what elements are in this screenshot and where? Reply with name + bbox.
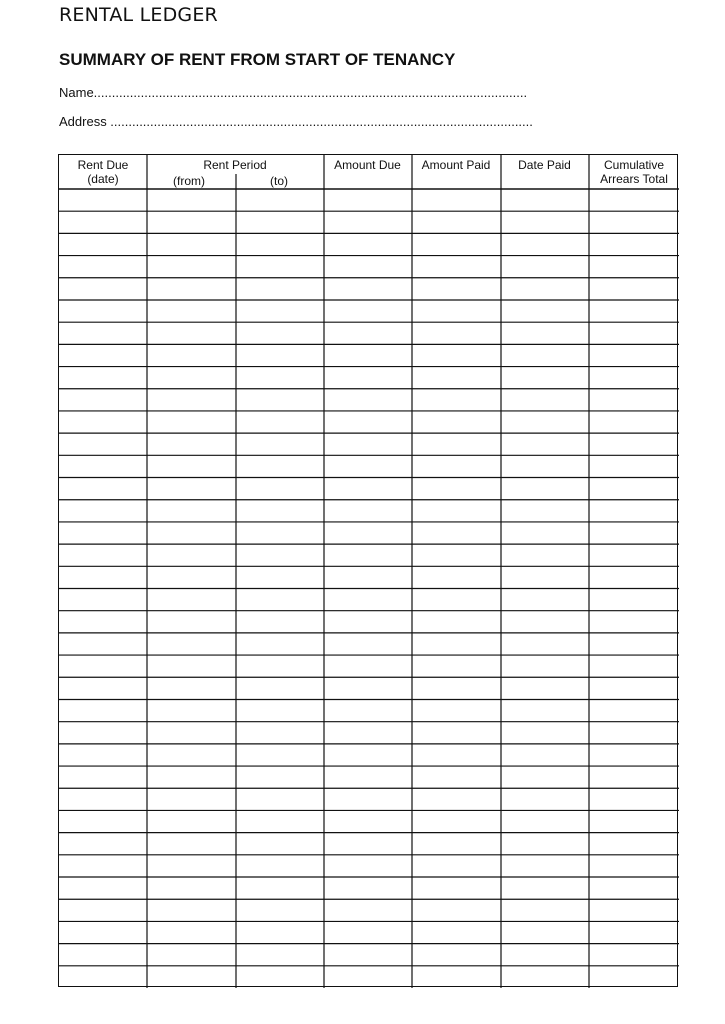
document-title: SUMMARY OF RENT FROM START OF TENANCY: [59, 50, 456, 69]
header-date-paid: Date Paid: [518, 158, 571, 172]
header-cumulative-arrears: [589, 158, 679, 186]
header-rent-period-to: (to): [270, 174, 288, 188]
header-rent-due: [59, 158, 147, 186]
header-arrears-total-label: Arrears Total: [600, 172, 668, 186]
header-cumulative-label: Cumulative: [603, 158, 665, 172]
header-amount-due: Amount Due: [334, 158, 401, 172]
document-heading: RENTAL LEDGER: [59, 4, 218, 26]
ledger-grid-lines: [59, 155, 677, 986]
header-rent-period-from: (from): [173, 174, 205, 188]
header-rent-due-label: Rent Due: [77, 158, 129, 172]
address-field[interactable]: Address .....................................................................................................................: [59, 114, 533, 129]
header-rent-period: Rent Period: [203, 158, 267, 172]
name-field[interactable]: Name........................................................................................................................: [59, 85, 528, 100]
header-amount-paid: Amount Paid: [421, 158, 491, 172]
header-rent-due-sub: (date): [87, 172, 119, 186]
rent-ledger-table: [58, 154, 678, 987]
